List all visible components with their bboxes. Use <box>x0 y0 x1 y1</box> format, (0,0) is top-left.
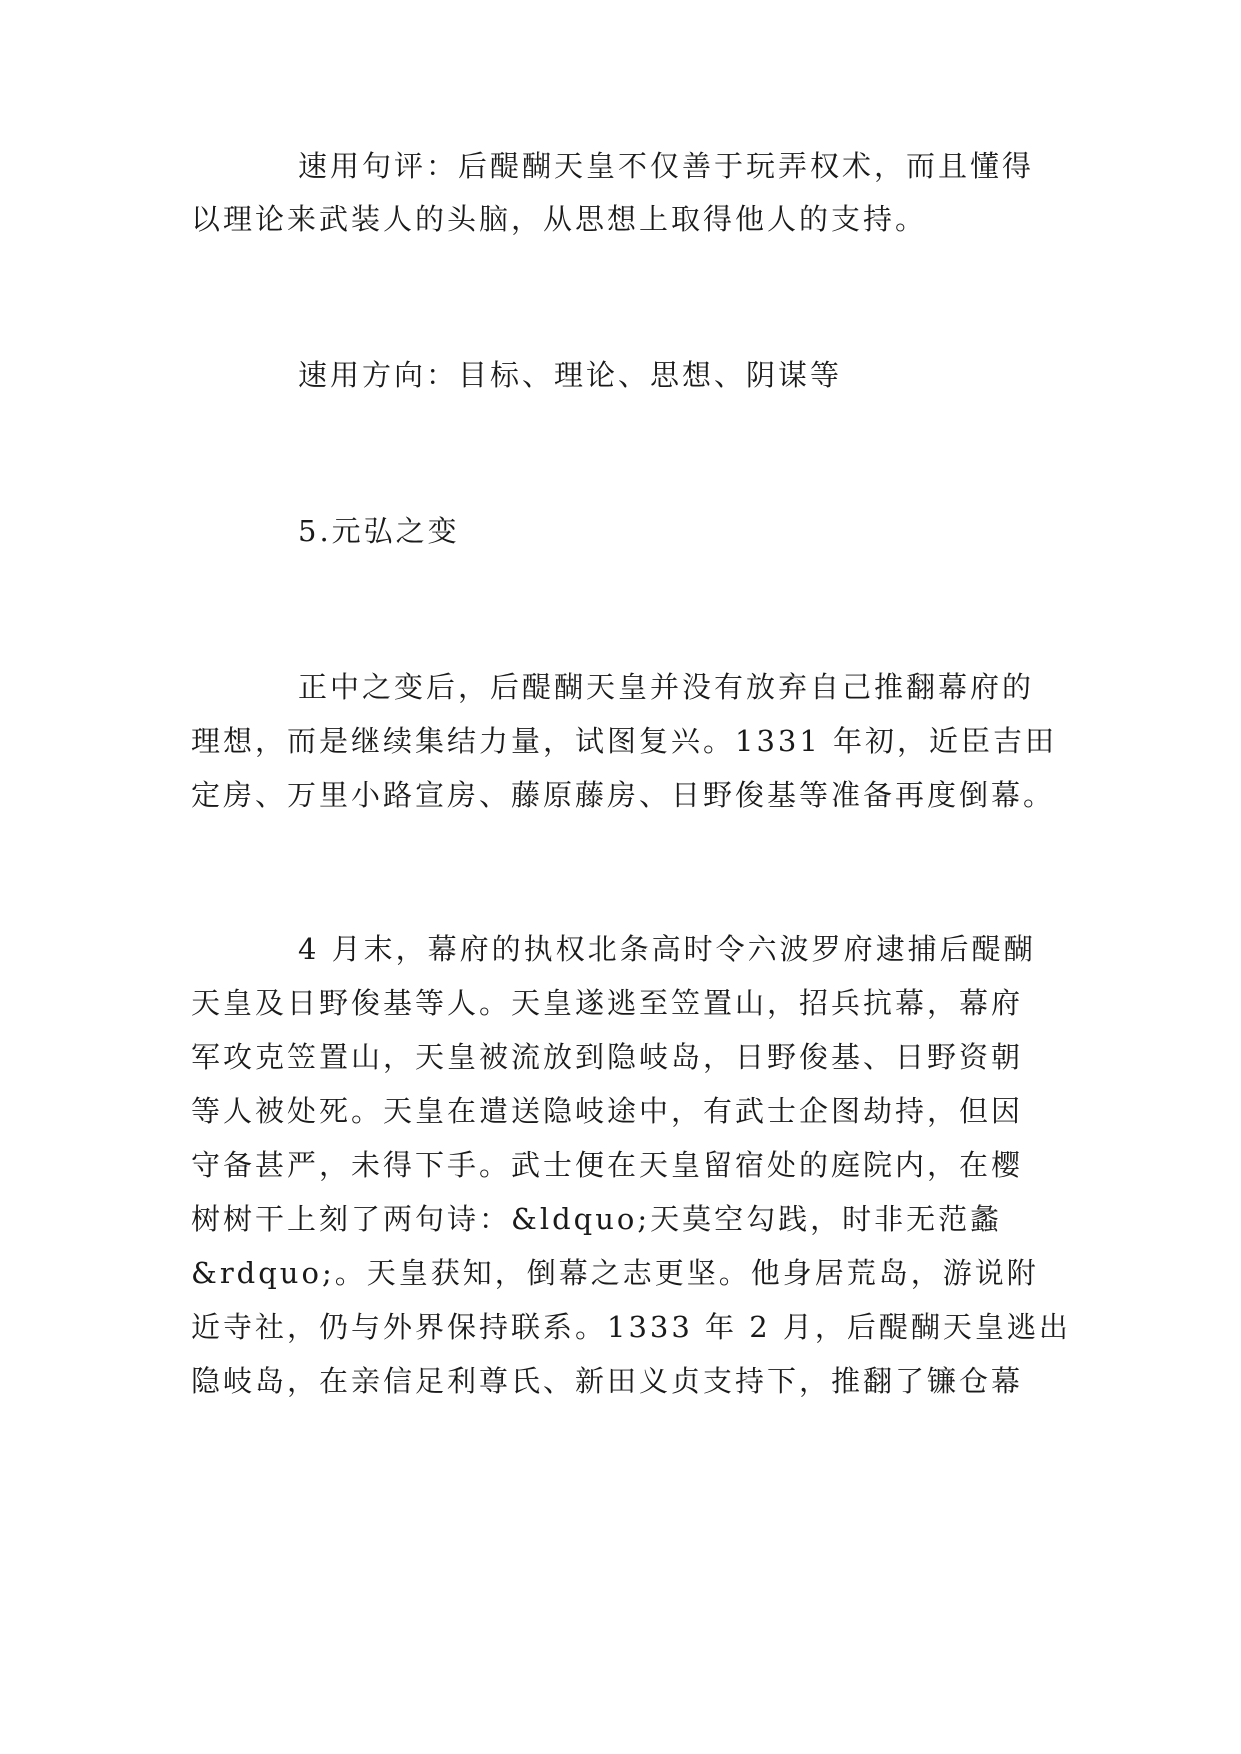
paragraph-line: 天皇及日野俊基等人。天皇遂逃至笠置山，招兵抗幕，幕府 <box>191 986 1024 1020</box>
paragraph-line: 守备甚严，未得下手。武士便在天皇留宿处的庭院内，在樱 <box>191 1148 1024 1182</box>
paragraph-line: 正中之变后，后醍醐天皇并没有放弃自己推翻幕府的 <box>298 670 1035 704</box>
paragraph-line: 近寺社，仍与外界保持联系。1333 年 2 月，后醍醐天皇逃出 <box>191 1310 1071 1344</box>
paragraph-line: 理想，而是继续集结力量，试图复兴。1331 年初，近臣吉田 <box>191 724 1058 758</box>
paragraph-line: &rdquo;。天皇获知，倒幕之志更坚。他身居荒岛，游说附 <box>191 1256 1039 1290</box>
paragraph-line: 定房、万里小路宣房、藤原藤房、日野俊基等准备再度倒幕。 <box>191 778 1056 812</box>
paragraph-line: 速用句评：后醍醐天皇不仅善于玩弄权术，而且懂得 <box>298 149 1035 183</box>
paragraph-line: 树树干上刻了两句诗：&ldquo;天莫空勾践，时非无范蠡 <box>191 1202 1003 1236</box>
paragraph-line: 以理论来武装人的头脑，从思想上取得他人的支持。 <box>191 202 928 236</box>
paragraph-line: 速用方向：目标、理论、思想、阴谋等 <box>298 358 843 392</box>
paragraph-line: 等人被处死。天皇在遣送隐岐途中，有武士企图劫持，但因 <box>191 1094 1024 1128</box>
paragraph-line: 隐岐岛，在亲信足利尊氏、新田义贞支持下，推翻了镰仓幕 <box>191 1364 1024 1398</box>
paragraph-line: 军攻克笠置山，天皇被流放到隐岐岛，日野俊基、日野资朝 <box>191 1040 1024 1074</box>
paragraph-line: 4 月末，幕府的执权北条高时令六波罗府逮捕后醍醐 <box>298 932 1036 966</box>
section-heading: 5.元弘之变 <box>298 514 460 548</box>
